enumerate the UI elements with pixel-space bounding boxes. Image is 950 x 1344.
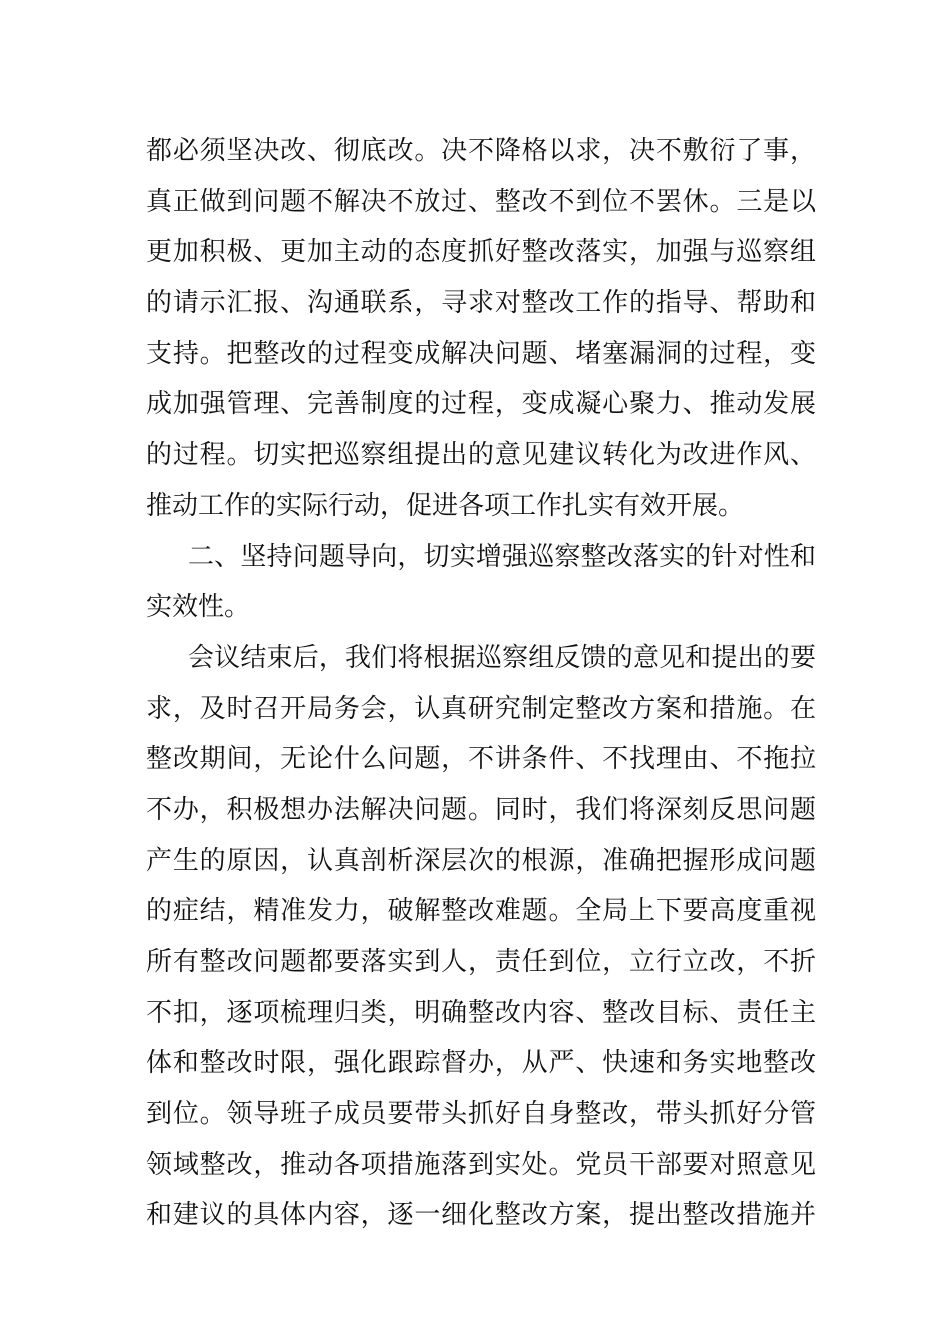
text-line: 更加积极、更加主动的态度抓好整改落实，加强与巡察组	[146, 237, 816, 268]
text-line: 实效性。	[146, 592, 251, 623]
text-line: 到位。领导班子成员要带头抓好自身整改，带头抓好分管	[146, 1099, 816, 1130]
text-line: 二、坚持问题导向，切实增强巡察整改落实的针对性和	[188, 541, 816, 572]
text-line: 和建议的具体内容，逐一细化整改方案，提出整改措施并	[146, 1200, 816, 1231]
body-text	[146, 126, 816, 1241]
text-line: 的请示汇报、沟通联系，寻求对整改工作的指导、帮助和	[146, 288, 816, 319]
text-line: 的过程。切实把巡察组提出的意见建议转化为改进作风、	[146, 440, 816, 471]
text-line: 真正做到问题不解决不放过、整改不到位不罢休。三是以	[146, 186, 816, 217]
text-line: 支持。把整改的过程变成解决问题、堵塞漏洞的过程，变	[146, 338, 816, 369]
text-line: 所有整改问题都要落实到人，责任到位，立行立改，不折	[146, 947, 816, 977]
text-line: 求，及时召开局务会，认真研究制定整改方案和措施。在	[146, 693, 816, 724]
text-line: 的症结，精准发力，破解整改难题。全局上下要高度重视	[146, 896, 816, 927]
text-line: 整改期间，无论什么问题，不讲条件、不找理由、不拖拉	[146, 744, 816, 775]
text-line: 不办，积极想办法解决问题。同时，我们将深刻反思问题	[146, 794, 816, 825]
text-line: 领域整改，推动各项措施落到实处。党员干部要对照意见	[146, 1149, 816, 1180]
text-line: 不扣，逐项梳理归类，明确整改内容、整改目标、责任主	[146, 997, 816, 1028]
text-line: 都必须坚决改、彻底改。决不降格以求，决不敷衍了事，	[146, 136, 816, 166]
text-line: 体和整改时限，强化跟踪督办，从严、快速和务实地整改	[146, 1048, 816, 1079]
text-line: 会议结束后，我们将根据巡察组反馈的意见和提出的要	[188, 642, 816, 673]
text-line: 产生的原因，认真剖析深层次的根源，准确把握形成问题	[146, 845, 816, 876]
text-line: 成加强管理、完善制度的过程，变成凝心聚力、推动发展	[146, 389, 816, 420]
text-line: 推动工作的实际行动，促进各项工作扎实有效开展。	[146, 490, 745, 521]
